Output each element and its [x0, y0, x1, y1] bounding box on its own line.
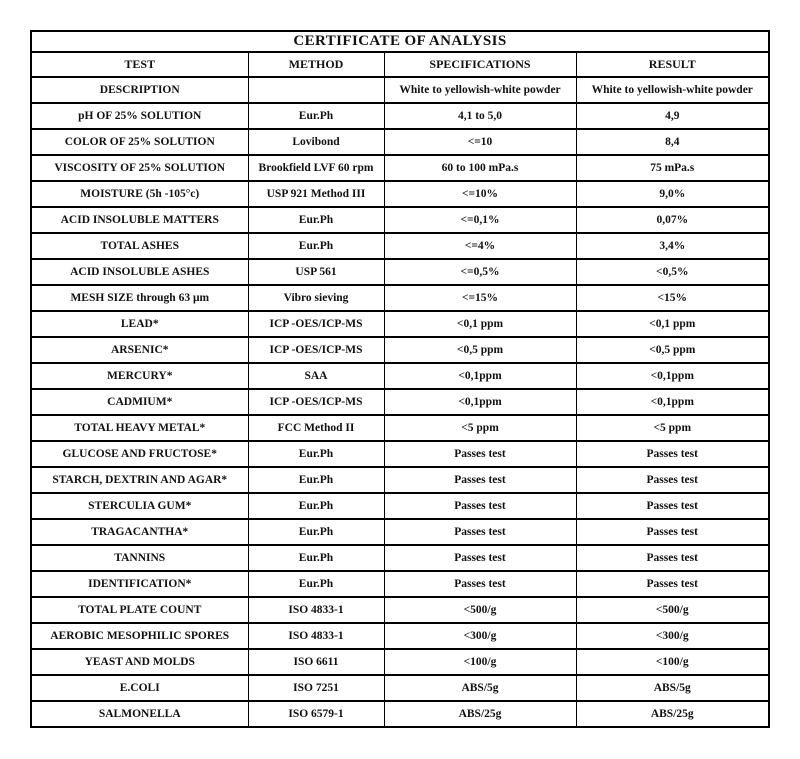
test-cell: SALMONELLA: [31, 701, 248, 727]
test-cell: IDENTIFICATION*: [31, 571, 248, 597]
result-cell: <0,1ppm: [576, 389, 769, 415]
table-row: [31, 545, 769, 571]
spec-cell: <=10%: [384, 181, 576, 207]
spec-cell: <=0,5%: [384, 259, 576, 285]
result-cell: <300/g: [576, 623, 769, 649]
table-row: [31, 597, 769, 623]
table-row: [31, 285, 769, 311]
result-cell: Passes test: [576, 467, 769, 493]
result-cell: Passes test: [576, 571, 769, 597]
method-cell: ISO 6611: [248, 649, 384, 675]
spec-cell: <0,1ppm: [384, 363, 576, 389]
test-cell: COLOR OF 25% SOLUTION: [31, 129, 248, 155]
test-cell: STARCH, DEXTRIN AND AGAR*: [31, 467, 248, 493]
table-row: [31, 701, 769, 727]
method-cell: FCC Method II: [248, 415, 384, 441]
result-cell: Passes test: [576, 493, 769, 519]
table-row: [31, 259, 769, 285]
method-cell: Eur.Ph: [248, 103, 384, 129]
table-row: [31, 129, 769, 155]
table-row: [31, 207, 769, 233]
method-cell: ISO 6579-1: [248, 701, 384, 727]
test-cell: VISCOSITY OF 25% SOLUTION: [31, 155, 248, 181]
result-cell: 9,0%: [576, 181, 769, 207]
test-cell: TANNINS: [31, 545, 248, 571]
table-row: [31, 337, 769, 363]
method-cell: Eur.Ph: [248, 441, 384, 467]
result-cell: 75 mPa.s: [576, 155, 769, 181]
spec-cell: <0,1ppm: [384, 389, 576, 415]
title-row: [31, 31, 769, 52]
column-header-specifications: SPECIFICATIONS: [384, 52, 576, 77]
spec-cell: <500/g: [384, 597, 576, 623]
test-cell: TOTAL ASHES: [31, 233, 248, 259]
spec-cell: Passes test: [384, 545, 576, 571]
method-cell: SAA: [248, 363, 384, 389]
method-cell: Eur.Ph: [248, 493, 384, 519]
certificate-title: CERTIFICATE OF ANALYSIS: [31, 31, 769, 52]
table-row: [31, 389, 769, 415]
spec-cell: ABS/5g: [384, 675, 576, 701]
table-row: [31, 415, 769, 441]
spec-cell: 60 to 100 mPa.s: [384, 155, 576, 181]
method-cell: Lovibond: [248, 129, 384, 155]
result-cell: <500/g: [576, 597, 769, 623]
test-cell: TRAGACANTHA*: [31, 519, 248, 545]
table-row: [31, 571, 769, 597]
result-cell: Passes test: [576, 441, 769, 467]
test-cell: MOISTURE (5h -105°c): [31, 181, 248, 207]
test-cell: YEAST AND MOLDS: [31, 649, 248, 675]
column-header-result: RESULT: [576, 52, 769, 77]
result-cell: 0,07%: [576, 207, 769, 233]
test-cell: LEAD*: [31, 311, 248, 337]
result-cell: 4,9: [576, 103, 769, 129]
result-cell: ABS/25g: [576, 701, 769, 727]
table-row: [31, 675, 769, 701]
test-cell: E.COLI: [31, 675, 248, 701]
test-cell: MESH SIZE through 63 μm: [31, 285, 248, 311]
method-cell: Brookfield LVF 60 rpm: [248, 155, 384, 181]
spec-cell: <5 ppm: [384, 415, 576, 441]
table-row: [31, 181, 769, 207]
test-cell: pH OF 25% SOLUTION: [31, 103, 248, 129]
method-cell: Vibro sieving: [248, 285, 384, 311]
table-body: [31, 77, 769, 727]
spec-cell: <100/g: [384, 649, 576, 675]
method-cell: USP 561: [248, 259, 384, 285]
spec-cell: <300/g: [384, 623, 576, 649]
method-cell: Eur.Ph: [248, 233, 384, 259]
spec-cell: Passes test: [384, 467, 576, 493]
test-cell: CADMIUM*: [31, 389, 248, 415]
spec-cell: Passes test: [384, 441, 576, 467]
test-cell: ACID INSOLUBLE MATTERS: [31, 207, 248, 233]
column-header-method: METHOD: [248, 52, 384, 77]
spec-cell: White to yellowish-white powder: [384, 77, 576, 103]
method-cell: Eur.Ph: [248, 519, 384, 545]
test-cell: ACID INSOLUBLE ASHES: [31, 259, 248, 285]
method-cell: Eur.Ph: [248, 207, 384, 233]
result-cell: <0,1 ppm: [576, 311, 769, 337]
table-row: [31, 493, 769, 519]
test-cell: MERCURY*: [31, 363, 248, 389]
table-row: [31, 441, 769, 467]
result-cell: Passes test: [576, 519, 769, 545]
spec-cell: <0,5 ppm: [384, 337, 576, 363]
spec-cell: <0,1 ppm: [384, 311, 576, 337]
result-cell: <100/g: [576, 649, 769, 675]
method-cell: ISO 4833-1: [248, 597, 384, 623]
result-cell: White to yellowish-white powder: [576, 77, 769, 103]
test-cell: GLUCOSE AND FRUCTOSE*: [31, 441, 248, 467]
result-cell: <5 ppm: [576, 415, 769, 441]
result-cell: 8,4: [576, 129, 769, 155]
spec-cell: Passes test: [384, 519, 576, 545]
method-cell: ISO 7251: [248, 675, 384, 701]
method-cell: ISO 4833-1: [248, 623, 384, 649]
result-cell: <0,5%: [576, 259, 769, 285]
spec-cell: <=15%: [384, 285, 576, 311]
result-cell: <0,5 ppm: [576, 337, 769, 363]
test-cell: DESCRIPTION: [31, 77, 248, 103]
table-row: [31, 103, 769, 129]
test-cell: STERCULIA GUM*: [31, 493, 248, 519]
method-cell: ICP -OES/ICP-MS: [248, 389, 384, 415]
result-cell: <15%: [576, 285, 769, 311]
test-cell: ARSENIC*: [31, 337, 248, 363]
certificate-of-analysis-table: [30, 30, 770, 728]
table-row: [31, 311, 769, 337]
table-row: [31, 623, 769, 649]
table-row: [31, 155, 769, 181]
column-header-row: [31, 52, 769, 77]
result-cell: 3,4%: [576, 233, 769, 259]
table-row: [31, 519, 769, 545]
method-cell: ICP -OES/ICP-MS: [248, 337, 384, 363]
table-row: [31, 77, 769, 103]
spec-cell: <=4%: [384, 233, 576, 259]
result-cell: Passes test: [576, 545, 769, 571]
spec-cell: <=0,1%: [384, 207, 576, 233]
result-cell: ABS/5g: [576, 675, 769, 701]
result-cell: <0,1ppm: [576, 363, 769, 389]
table-row: [31, 363, 769, 389]
test-cell: TOTAL HEAVY METAL*: [31, 415, 248, 441]
spec-cell: 4,1 to 5,0: [384, 103, 576, 129]
test-cell: TOTAL PLATE COUNT: [31, 597, 248, 623]
spec-cell: ABS/25g: [384, 701, 576, 727]
table-row: [31, 233, 769, 259]
spec-cell: <=10: [384, 129, 576, 155]
test-cell: AEROBIC MESOPHILIC SPORES: [31, 623, 248, 649]
method-cell: [248, 77, 384, 103]
spec-cell: Passes test: [384, 493, 576, 519]
method-cell: Eur.Ph: [248, 545, 384, 571]
method-cell: ICP -OES/ICP-MS: [248, 311, 384, 337]
method-cell: Eur.Ph: [248, 467, 384, 493]
spec-cell: Passes test: [384, 571, 576, 597]
table-row: [31, 467, 769, 493]
column-header-test: TEST: [31, 52, 248, 77]
method-cell: USP 921 Method III: [248, 181, 384, 207]
table-row: [31, 649, 769, 675]
method-cell: Eur.Ph: [248, 571, 384, 597]
